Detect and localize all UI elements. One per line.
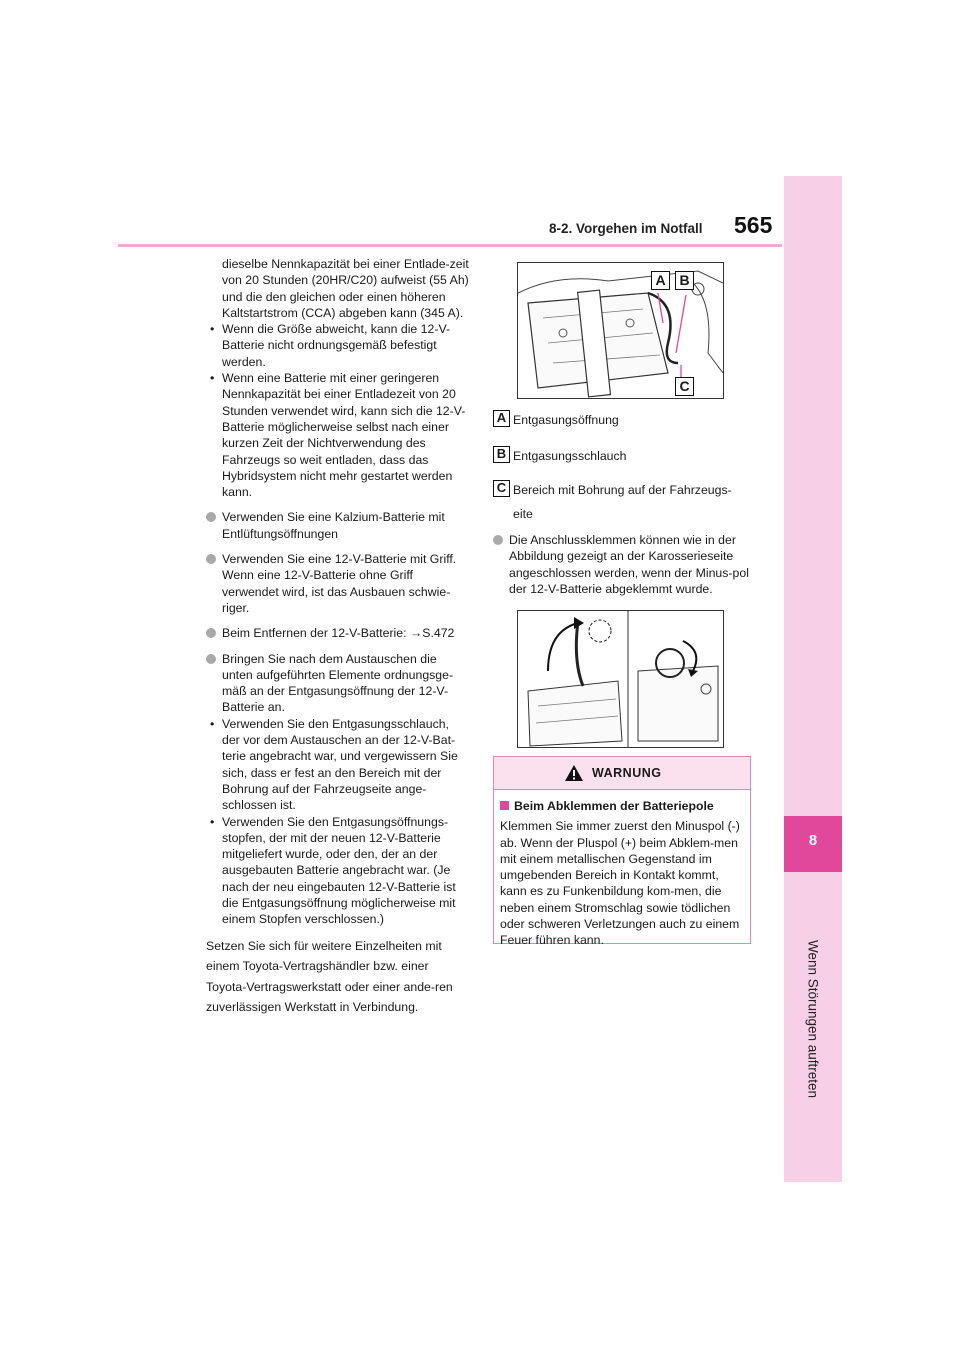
warning-text: Klemmen Sie immer zuerst den Minuspol (-) ab. Wenn der Pluspol (+) beim Abklem-men mit einem metallischen Gegenstand im umgebenden Bereich in Kontakt kommt, kann es zu Funkenbildung kom-men, die neben einem Stromschlag sowie tödlichen oder schweren Verletzungen auch zu einem Feuer führen kann. <box>500 819 740 948</box>
warning-subheading: Beim Abklemmen der Batteriepole <box>500 798 744 814</box>
list-item: • Verwenden Sie den Entgasungsöffnungs-stopfen, der mit der neuen 12-V-Batterie mitgeliefert wurde, oder den, der an der ausgebauten Batterie angebracht war. (Je nach der neu eingebauten 12-V-Batterie ist die Entgasungsöffnung möglicherweise mit einem Stopfen verschlossen.) <box>210 814 456 927</box>
legend-continuation: eite <box>513 507 533 521</box>
bullet-item: Die Anschlussklemmen können wie in der Abbildung gezeigt an der Karosserieseite angeschlossen werden, wenn der Minus-pol der 12-V-Batterie abgeklemmt wurde. <box>493 532 751 597</box>
callout-label: C <box>675 377 694 396</box>
battery-vent-figure <box>517 262 724 399</box>
section-title: 8-2. Vorgehen im Notfall <box>549 221 703 236</box>
bullet-dot-icon <box>206 512 216 522</box>
list-item: • Wenn eine Batterie mit einer geringeren Nennkapazität bei einer Entladezeit von 20 Stunden verwendet wird, kann sich die 12-V-Batterie möglicherweise selbst nach einer kurzen Zeit der Nichtverwendung des Fahrzeugs so weit entladen, dass das Hybridsystem nicht mehr gestartet werden kann. <box>210 371 466 500</box>
terminal-figure <box>517 610 724 748</box>
page-number: 565 <box>734 212 773 238</box>
warning-title: WARNUNG <box>592 766 662 780</box>
warning-header <box>494 757 750 790</box>
square-bullet-icon <box>500 801 509 810</box>
left-column <box>206 256 470 1018</box>
bullet-dot-icon <box>206 554 216 564</box>
chapter-title: Wenn Störungen auftreten <box>805 939 821 1099</box>
bullet-dot-icon <box>493 535 503 545</box>
callout-label: B <box>675 271 694 290</box>
intro-continuation: dieselbe Nennkapazität bei einer Entlade-zeit von 20 Stunden (20HR/C20) aufweist (55 Ah) und die den gleichen oder einen höheren Kaltstartstrom (CCA) abgeben kann (345 A). <box>222 257 469 320</box>
terminal-illustration <box>518 611 723 747</box>
bullet-item: Bringen Sie nach dem Austauschen die unten aufgeführten Elemente ordnungsge-mäß an der Entgasungsöffnung der 12-V-Batterie an. <box>206 651 470 716</box>
bullet-item: Verwenden Sie eine Kalzium-Batterie mit Entlüftungsöffnungen <box>206 509 470 542</box>
list-item: • Verwenden Sie den Entgasungsschlauch, der vor dem Austauschen an der 12-V-Bat-terie angebracht war, und vergewissern Sie sich, dass er fest an den Bereich mit der Bohrung auf der Fahrzeugseite ange-schlossen ist. <box>210 716 458 813</box>
closing-paragraph: Setzen Sie sich für weitere Einzelheiten mit einem Toyota-Vertragshändler bzw. einer Toyota-Vertragswerkstatt oder einer ande-ren zuverlässigen Werkstatt in Verbindung. <box>206 938 453 1015</box>
bullet-dot-icon <box>206 654 216 664</box>
bullet-item: Verwenden Sie eine 12-V-Batterie mit Griff. Wenn eine 12-V-Batterie ohne Griff verwendet wird, ist das Ausbauen schwie-riger. <box>206 551 470 616</box>
bullet-item[interactable]: Beim Entfernen der 12-V-Batterie: →S.472 <box>206 625 470 641</box>
warning-box <box>493 756 751 948</box>
header-divider <box>118 244 782 247</box>
callout-label: A <box>651 271 670 290</box>
chapter-number: 8 <box>808 832 818 849</box>
warning-triangle-icon <box>564 764 584 782</box>
warning-body <box>494 790 750 949</box>
bullet-dot-icon <box>206 628 216 638</box>
list-item: • Wenn die Größe abweicht, kann die 12-V-Batterie nicht ordnungsgemäß befestigt werden. <box>210 322 451 369</box>
